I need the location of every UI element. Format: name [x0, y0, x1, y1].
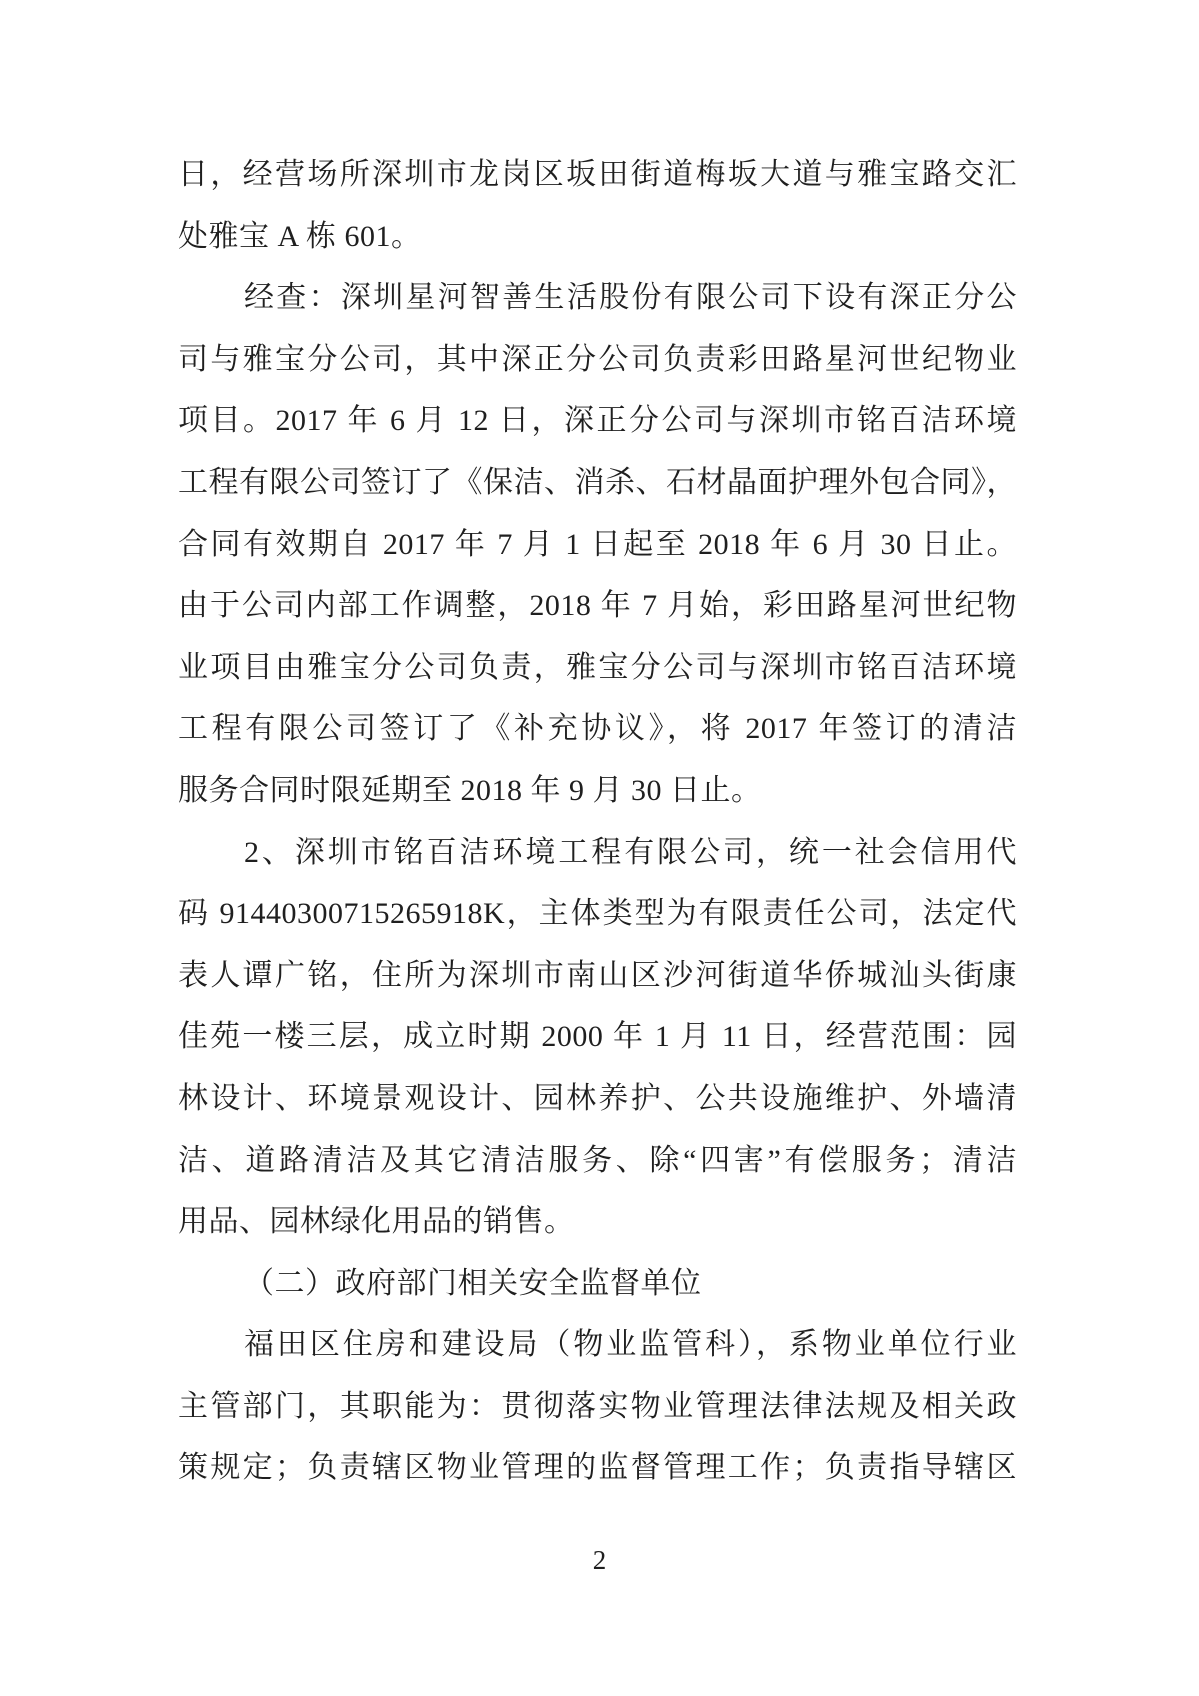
text-line: 司与雅宝分公司，其中深正分公司负责彩田路星河世纪物业 [178, 342, 1017, 376]
text-line: 合同有效期自 2017 年 7 月 1 日起至 2018 年 6 月 30 日止。 [178, 527, 1017, 561]
text-line: 2、深圳市铭百洁环境工程有限公司，统一社会信用代 [244, 835, 1017, 869]
text-line: 项目。2017 年 6 月 12 日，深正分公司与深圳市铭百洁环境 [178, 404, 1017, 438]
text-line: 由于公司内部工作调整，2018 年 7 月始，彩田路星河世纪物 [178, 589, 1017, 623]
text-line: 业项目由雅宝分公司负责，雅宝分公司与深圳市铭百洁环境 [178, 650, 1017, 684]
text-line: 服务合同时限延期至 2018 年 9 月 30 日止。 [178, 773, 762, 807]
text-line: 码 91440300715265918K，主体类型为有限责任公司，法定代 [178, 897, 1017, 931]
text-line: 处雅宝 A 栋 601。 [178, 219, 422, 253]
text-line: 主管部门，其职能为：贯彻落实物业管理法律法规及相关政 [178, 1389, 1017, 1423]
text-line: 用品、园林绿化用品的销售。 [178, 1205, 575, 1239]
text-line: 洁、道路清洁及其它清洁服务、除“四害”有偿服务；清洁 [178, 1143, 1017, 1177]
document-body [178, 144, 1017, 1499]
text-line: 策规定；负责辖区物业管理的监督管理工作；负责指导辖区 [178, 1451, 1017, 1485]
text-line: 福田区住房和建设局（物业监管科），系物业单位行业 [244, 1328, 1017, 1362]
text-line: 工程有限公司签订了《保洁、消杀、石材晶面护理外包合同》， [178, 465, 1017, 499]
text-line: 经查：深圳星河智善生活股份有限公司下设有深正分公 [244, 281, 1017, 315]
text-line: （二）政府部门相关安全监督单位 [244, 1266, 702, 1300]
page-footer [0, 1545, 1199, 1576]
text-line: 林设计、环境景观设计、园林养护、公共设施维护、外墙清 [178, 1081, 1017, 1115]
text-line: 佳苑一楼三层，成立时期 2000 年 1 月 11 日，经营范围：园 [178, 1020, 1017, 1054]
text-line: 表人谭广铭，住所为深圳市南山区沙河街道华侨城汕头街康 [178, 958, 1017, 992]
text-line: 日，经营场所深圳市龙岗区坂田街道梅坂大道与雅宝路交汇 [178, 158, 1017, 191]
page-number: 2 [592, 1545, 607, 1575]
text-line: 工程有限公司签订了《补充协议》，将 2017 年签订的清洁 [178, 712, 1017, 746]
